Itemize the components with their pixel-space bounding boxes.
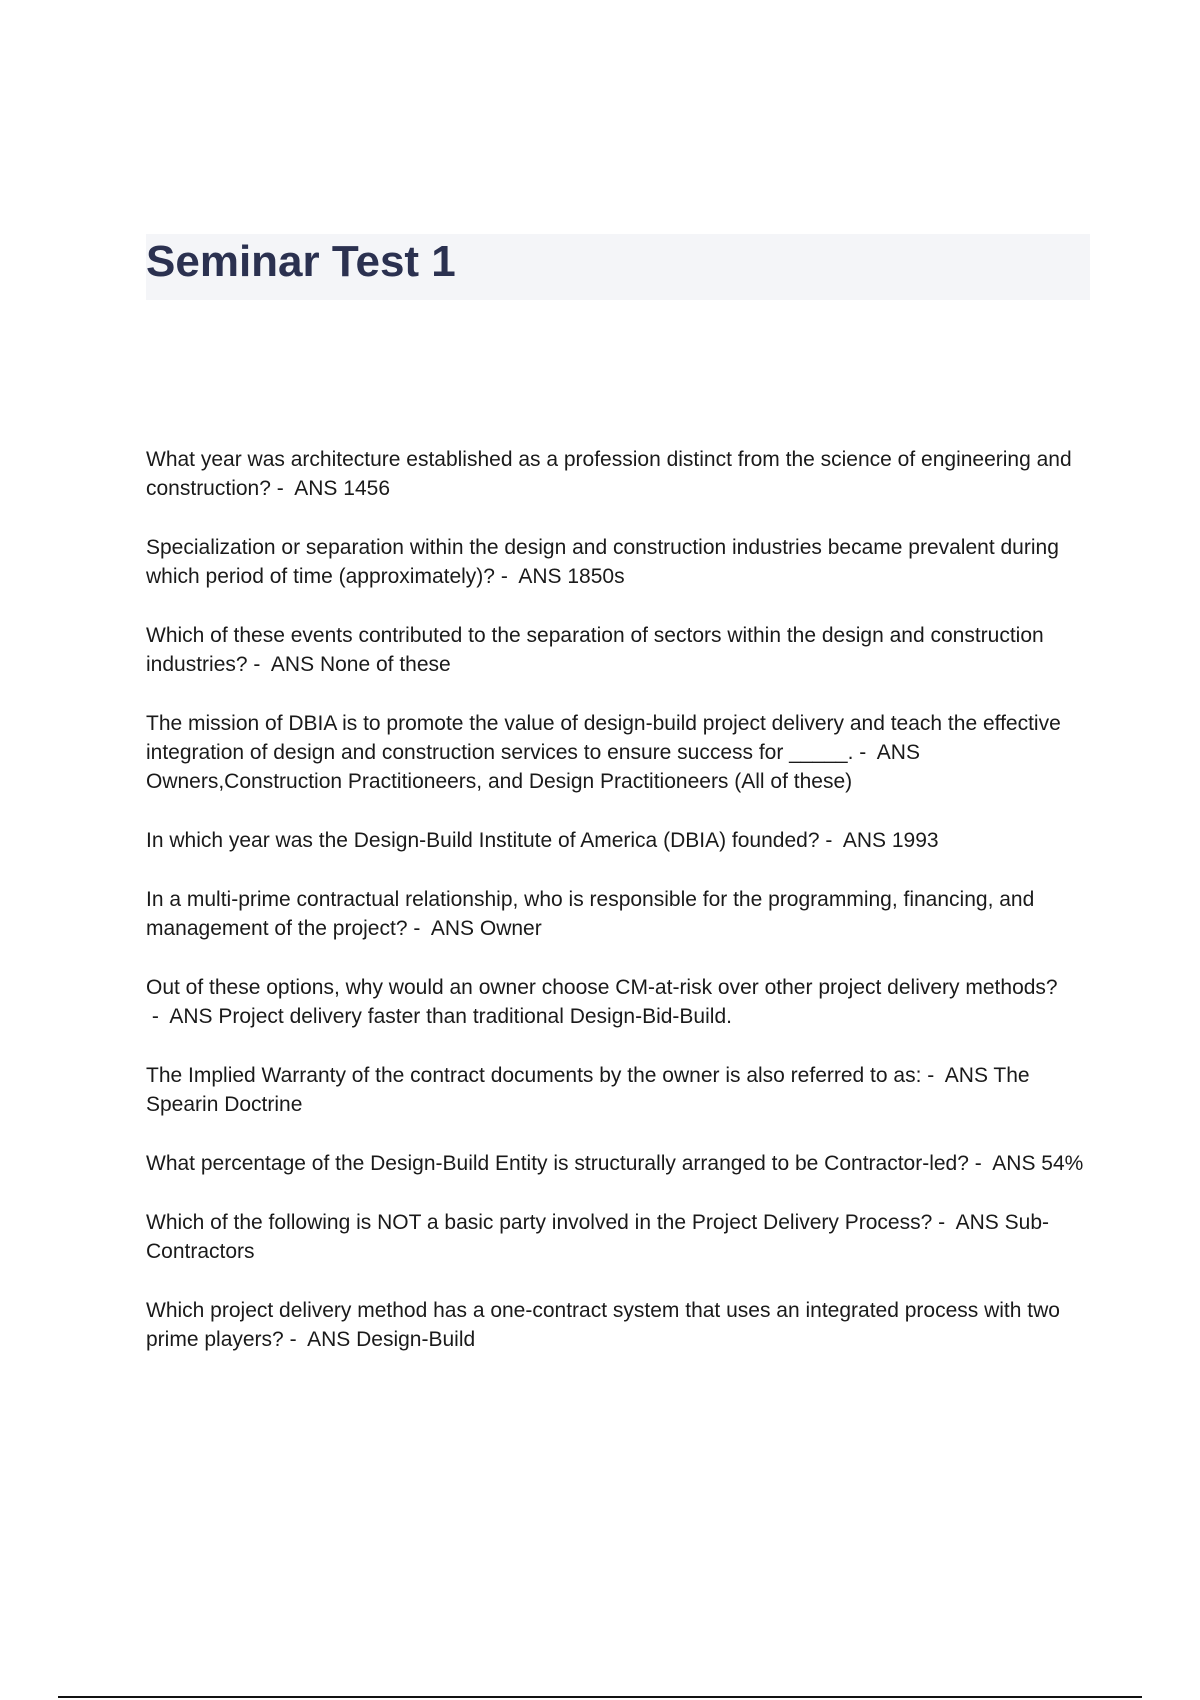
separator: - [494,565,519,588]
page-title: Seminar Test 1 [146,237,456,286]
separator: - [921,1064,945,1087]
answer-text: Project delivery faster than traditional Design-Bid-Build. [218,1005,732,1028]
question-text: Specialization or separation within the design and construction industries became prevalent during which period of time (approximately)? [146,536,1059,588]
answer-text: 54% [1041,1152,1084,1175]
qa-item [146,709,1092,796]
answer-label: ANS [944,1064,988,1087]
separator: - [283,1328,308,1351]
question-text: In which year was the Design-Build Institute of America (DBIA) founded? [146,829,820,852]
answer-label: ANS [842,829,887,852]
question-text: Which project delivery method has a one-contract system that uses an integrated process with two prime players? [146,1299,1060,1351]
separator: - [146,1005,170,1028]
qa-item [146,1208,1092,1266]
qa-item [146,1061,1092,1119]
question-text: Which of the following is NOT a basic party involved in the Project Delivery Process? [146,1211,933,1234]
question-text: In a multi-prime contractual relationship, who is responsible for the programming, financing, and management of the project? [146,888,1035,940]
answer-label: ANS [992,1152,1036,1175]
answer-text: Sub-Contractors [146,1211,1050,1263]
qa-item [146,826,1092,855]
qa-item [146,1149,1092,1178]
answer-label: ANS [270,653,315,676]
question-text: What year was architecture established as a profession distinct from the science of engineering and construction? [146,448,1072,500]
qa-item [146,445,1092,503]
qa-item [146,885,1092,943]
answer-label: ANS [518,565,562,588]
qa-item [146,533,1092,591]
separator: - [407,917,431,940]
answer-text: Owners,Construction Practitioneers, and Design Practitioneers (All of these) [146,770,853,793]
answer-label: ANS [876,741,920,764]
answer-label: ANS [169,1005,213,1028]
qa-item [146,1296,1092,1354]
answer-label: ANS [955,1211,999,1234]
answer-text: Design-Build [356,1328,476,1351]
separator: - [819,829,843,852]
question-text: The mission of DBIA is to promote the value of design-build project delivery and teach the effective integration of design and construction services to ensure success for _____. [146,712,1061,764]
question-text: What percentage of the Design-Build Entity is structurally arranged to be Contractor-led? [146,1152,969,1175]
separator: - [968,1152,993,1175]
footer-rule [58,1696,1142,1698]
qa-item [146,621,1092,679]
qa-item [146,973,1092,1031]
question-text: Out of these options, why would an owner choose CM-at-risk over other project delivery methods? [146,976,1058,999]
answer-text: 1456 [343,477,390,500]
answer-text: 1993 [891,829,939,852]
separator: - [932,1211,956,1234]
answer-label: ANS [307,1328,351,1351]
answer-label: ANS [430,917,475,940]
answer-label: ANS [294,477,338,500]
question-text: Which of these events contributed to the separation of sectors within the design and construction industries? [146,624,1044,676]
answer-text: The Spearin Doctrine [146,1064,1030,1116]
separator: - [270,477,295,500]
question-text: The Implied Warranty of the contract documents by the owner is also referred to as: [146,1064,922,1087]
answer-text: Owner [479,917,542,940]
answer-text: None of these [319,653,451,676]
separator: - [853,741,877,764]
qa-list [146,445,1092,1384]
separator: - [247,653,271,676]
answer-text: 1850s [567,565,625,588]
